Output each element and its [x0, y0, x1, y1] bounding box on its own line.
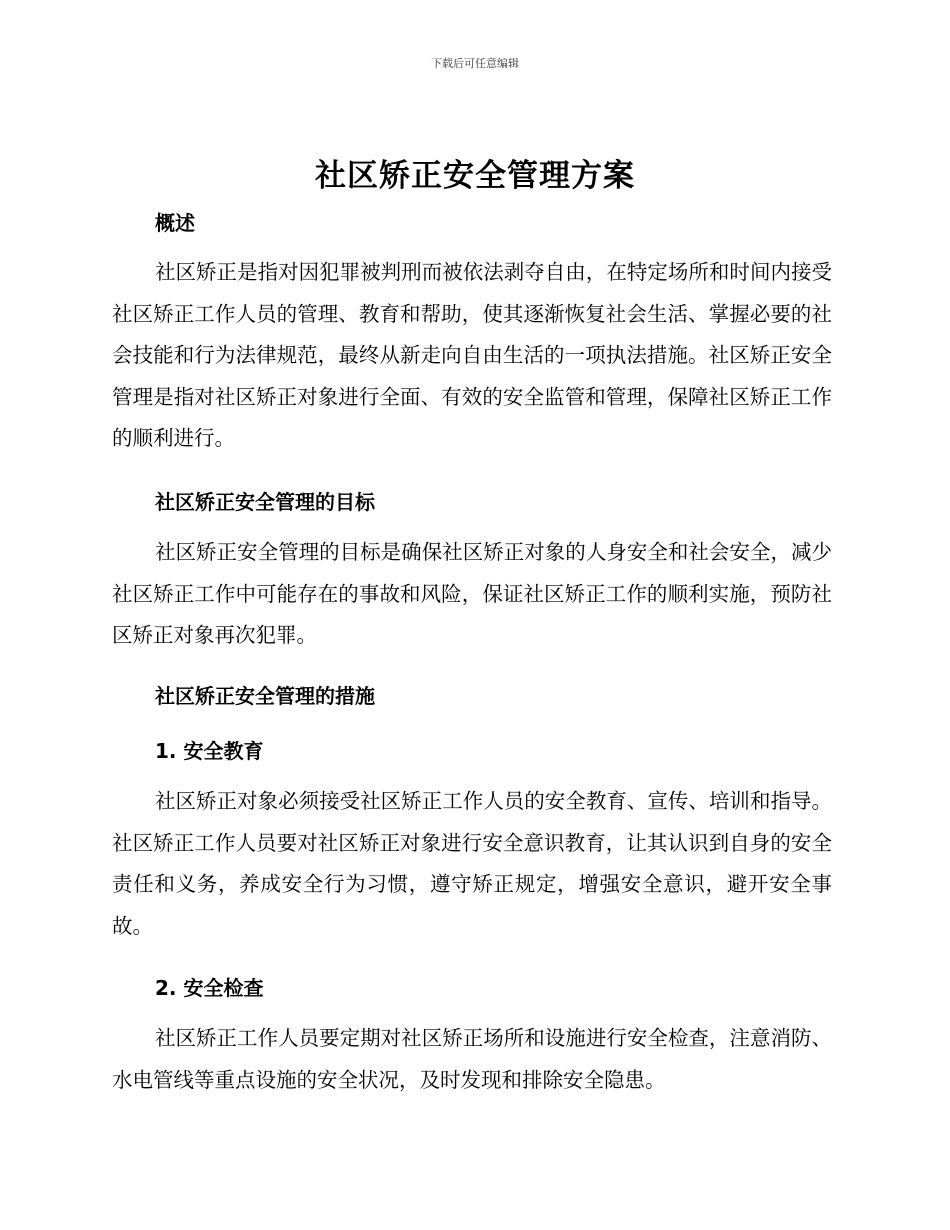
paragraph-education: 社区矫正对象必须接受社区矫正工作人员的安全教育、宣传、培训和指导。社区矫正工作人员要对社区矫正对象进行安全意识教育，让其认识到自身的安全责任和义务，养成安全行为习惯，遵守矫正规定，增强安全意识，避开安全事故。: [112, 789, 832, 938]
paragraph-inspection: 社区矫正工作人员要定期对社区矫正场所和设施进行安全检查，注意消防、水电管线等重点设施的安全状况，及时发现和排除安全隐患。: [112, 1026, 832, 1092]
paragraph-goal: 社区矫正安全管理的目标是确保社区矫正对象的人身安全和社会安全，减少社区矫正工作中可能存在的事故和风险，保证社区矫正工作的顺利实施，预防社区矫正对象再次犯罪。: [112, 540, 832, 647]
document-title: 社区矫正安全管理方案: [315, 158, 635, 194]
section-heading-overview: 概述: [155, 211, 195, 235]
header-note: 下载后可任意编辑: [431, 57, 519, 70]
section-heading-goal: 社区矫正安全管理的目标: [155, 490, 375, 514]
paragraph-overview: 社区矫正是指对因犯罪被判刑而被依法剥夺自由，在特定场所和时间内接受社区矫正工作人员的管理、教育和帮助，使其逐渐恢复社会生活、掌握必要的社会技能和行为法律规范，最终从新走向自由生活的一项执法措施。社区矫正安全管理是指对社区矫正对象进行全面、有效的安全监管和管理，保障社区矫正工作的顺利进行。: [112, 260, 832, 450]
subsection-heading-education: 1. 安全教育: [155, 739, 264, 763]
subsection-heading-inspection: 2. 安全检查: [155, 976, 264, 1000]
section-heading-measures: 社区矫正安全管理的措施: [155, 684, 375, 708]
